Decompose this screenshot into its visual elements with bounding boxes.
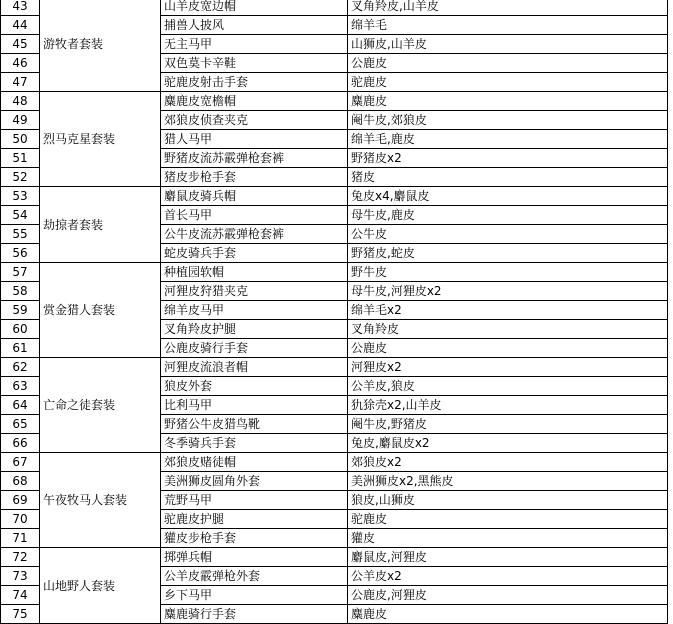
materials: 公羊皮x2 <box>348 567 668 586</box>
table-row <box>1 187 668 206</box>
item-name: 猪皮步枪手套 <box>161 168 348 187</box>
materials: 绵羊毛,鹿皮 <box>348 130 668 149</box>
item-name: 河狸皮流浪者帽 <box>161 358 348 377</box>
row-number: 67 <box>1 453 40 472</box>
item-name: 美洲狮皮圆角外套 <box>161 472 348 491</box>
row-number: 72 <box>1 548 40 567</box>
materials: 山狮皮,山羊皮 <box>348 35 668 54</box>
row-number: 61 <box>1 339 40 358</box>
materials: 公鹿皮 <box>348 339 668 358</box>
row-number: 55 <box>1 225 40 244</box>
materials: 公牛皮 <box>348 225 668 244</box>
item-name: 无主马甲 <box>161 35 348 54</box>
table-row <box>1 0 668 16</box>
materials: 美洲狮皮x2,黑熊皮 <box>348 472 668 491</box>
item-name: 公牛皮流苏霰弹枪套裤 <box>161 225 348 244</box>
row-number: 69 <box>1 491 40 510</box>
item-name: 公鹿皮骑行手套 <box>161 339 348 358</box>
materials: 驼鹿皮 <box>348 510 668 529</box>
set-name: 劫掠者套装 <box>40 187 161 263</box>
materials: 公鹿皮,河狸皮 <box>348 586 668 605</box>
item-name: 麋鹿皮宽檐帽 <box>161 92 348 111</box>
materials: 阉牛皮,郊狼皮 <box>348 111 668 130</box>
item-name: 驼鹿皮射击手套 <box>161 73 348 92</box>
materials: 野牛皮 <box>348 263 668 282</box>
materials: 郊狼皮x2 <box>348 453 668 472</box>
row-number: 70 <box>1 510 40 529</box>
row-number: 68 <box>1 472 40 491</box>
item-name: 冬季骑兵手套 <box>161 434 348 453</box>
materials: 叉角羚皮 <box>348 320 668 339</box>
item-name: 猎人马甲 <box>161 130 348 149</box>
materials: 麋鹿皮 <box>348 605 668 624</box>
item-name: 掷弹兵帽 <box>161 548 348 567</box>
item-name: 河狸皮狩猎夹克 <box>161 282 348 301</box>
materials: 獾皮 <box>348 529 668 548</box>
table-row <box>1 548 668 567</box>
materials: 公鹿皮 <box>348 54 668 73</box>
row-number: 52 <box>1 168 40 187</box>
table-row <box>1 358 668 377</box>
set-name: 亡命之徒套装 <box>40 358 161 453</box>
item-name: 麝鼠皮骑兵帽 <box>161 187 348 206</box>
materials: 麝鼠皮,河狸皮 <box>348 548 668 567</box>
materials: 犰狳壳x2,山羊皮 <box>348 396 668 415</box>
row-number: 74 <box>1 586 40 605</box>
materials: 麋鹿皮 <box>348 92 668 111</box>
item-name: 野猪皮流苏霰弹枪套裤 <box>161 149 348 168</box>
item-name: 郊狼皮赌徒帽 <box>161 453 348 472</box>
row-number: 46 <box>1 54 40 73</box>
row-number: 75 <box>1 605 40 624</box>
row-number: 73 <box>1 567 40 586</box>
item-name: 蛇皮骑兵手套 <box>161 244 348 263</box>
materials: 母牛皮,河狸皮x2 <box>348 282 668 301</box>
set-name: 午夜牧马人套装 <box>40 453 161 548</box>
materials: 野猪皮x2 <box>348 149 668 168</box>
row-number: 57 <box>1 263 40 282</box>
row-number: 49 <box>1 111 40 130</box>
item-name: 郊狼皮侦查夹克 <box>161 111 348 130</box>
item-name: 麋鹿骑行手套 <box>161 605 348 624</box>
item-name: 公羊皮霰弹枪外套 <box>161 567 348 586</box>
row-number: 56 <box>1 244 40 263</box>
item-name: 狼皮外套 <box>161 377 348 396</box>
row-number: 59 <box>1 301 40 320</box>
materials: 狼皮,山狮皮 <box>348 491 668 510</box>
row-number: 54 <box>1 206 40 225</box>
row-number: 63 <box>1 377 40 396</box>
item-name: 山羊皮宽边帽 <box>161 0 348 16</box>
row-number: 48 <box>1 92 40 111</box>
item-name: 捕兽人披风 <box>161 16 348 35</box>
materials: 河狸皮x2 <box>348 358 668 377</box>
materials: 公羊皮,狼皮 <box>348 377 668 396</box>
row-number: 45 <box>1 35 40 54</box>
set-name: 山地野人套装 <box>40 548 161 624</box>
materials: 野猪皮,蛇皮 <box>348 244 668 263</box>
table-body <box>1 0 668 624</box>
materials: 绵羊毛x2 <box>348 301 668 320</box>
materials: 兔皮x4,麝鼠皮 <box>348 187 668 206</box>
item-name: 獾皮步枪手套 <box>161 529 348 548</box>
row-number: 43 <box>1 0 40 16</box>
item-name: 种植园软帽 <box>161 263 348 282</box>
set-name: 赏金猎人套装 <box>40 263 161 358</box>
row-number: 44 <box>1 16 40 35</box>
item-name: 首长马甲 <box>161 206 348 225</box>
item-name: 驼鹿皮护腿 <box>161 510 348 529</box>
materials: 阉牛皮,野猪皮 <box>348 415 668 434</box>
row-number: 53 <box>1 187 40 206</box>
table-row <box>1 92 668 111</box>
item-name: 绵羊皮马甲 <box>161 301 348 320</box>
materials: 叉角羚皮,山羊皮 <box>348 0 668 16</box>
row-number: 47 <box>1 73 40 92</box>
row-number: 58 <box>1 282 40 301</box>
row-number: 50 <box>1 130 40 149</box>
materials: 兔皮,麝鼠皮x2 <box>348 434 668 453</box>
item-name: 比利马甲 <box>161 396 348 415</box>
row-number: 66 <box>1 434 40 453</box>
row-number: 60 <box>1 320 40 339</box>
materials: 绵羊毛 <box>348 16 668 35</box>
item-name: 乡下马甲 <box>161 586 348 605</box>
table-row <box>1 263 668 282</box>
row-number: 71 <box>1 529 40 548</box>
set-name: 游牧者套装 <box>40 0 161 92</box>
row-number: 51 <box>1 149 40 168</box>
row-number: 64 <box>1 396 40 415</box>
item-name: 叉角羚皮护腿 <box>161 320 348 339</box>
item-name: 荒野马甲 <box>161 491 348 510</box>
table-row <box>1 453 668 472</box>
materials: 驼鹿皮 <box>348 73 668 92</box>
materials: 猪皮 <box>348 168 668 187</box>
row-number: 62 <box>1 358 40 377</box>
set-name: 烈马克星套装 <box>40 92 161 187</box>
item-name: 野猪公牛皮猎鸟靴 <box>161 415 348 434</box>
item-name: 双色莫卡辛鞋 <box>161 54 348 73</box>
materials: 母牛皮,鹿皮 <box>348 206 668 225</box>
row-number: 65 <box>1 415 40 434</box>
